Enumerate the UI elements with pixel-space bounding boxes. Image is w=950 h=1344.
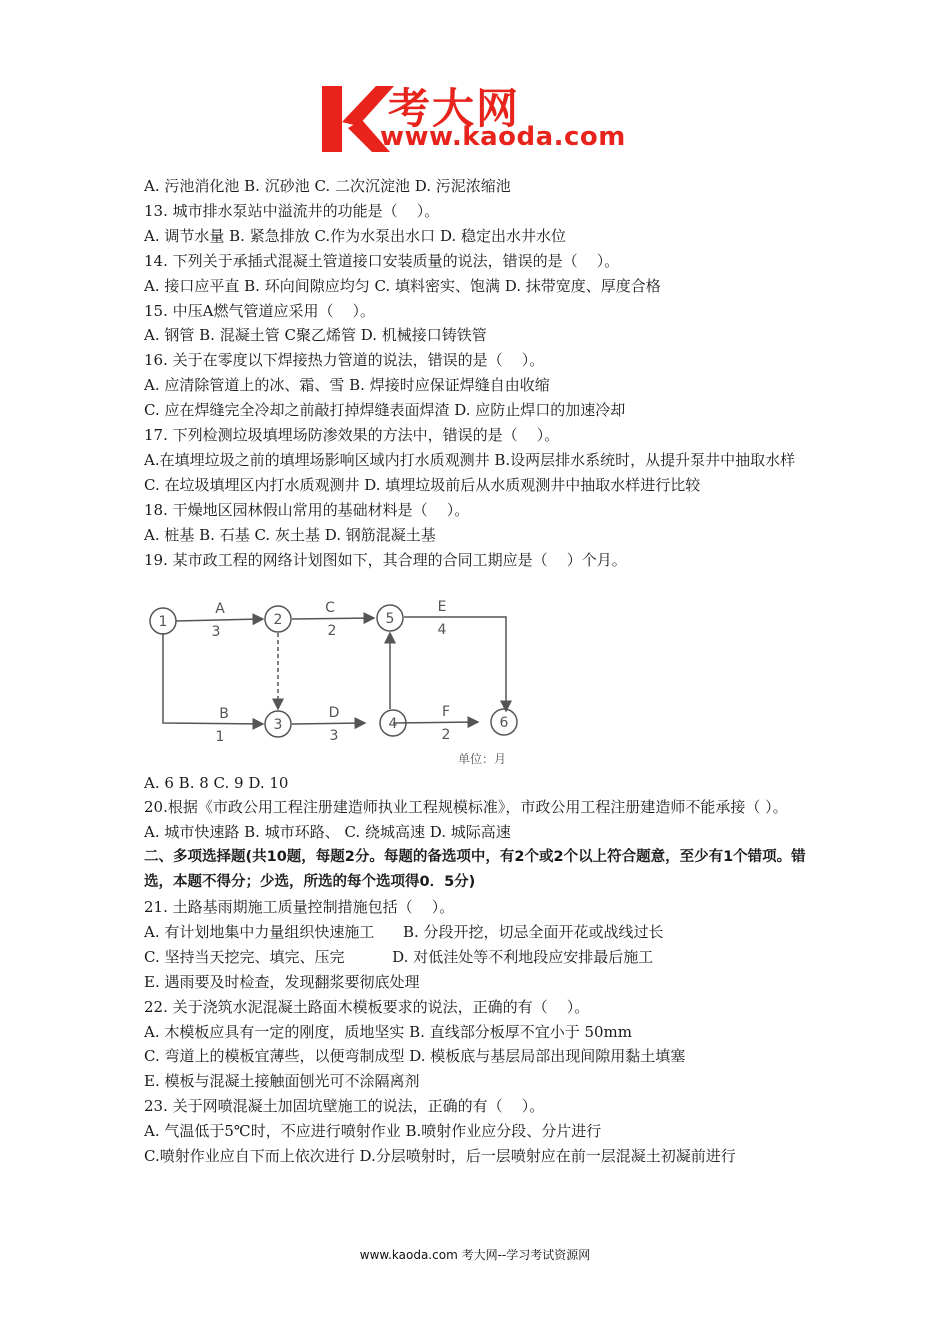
arrow-e: [404, 617, 506, 711]
text-line: C. 坚持当天挖完、填完、压完 D. 对低洼处等不利地段应安排最后施工: [144, 947, 654, 966]
text-line: A. 6 B. 8 C. 9 D. 10: [144, 773, 289, 792]
question-17: 17. 下列检测垃圾填埋场防渗效果的方法中，错误的是（ ）。: [144, 426, 560, 445]
question-19: 19. 某市政工程的网络计划图如下，其合理的合同工期应是（ ）个月。: [144, 550, 627, 569]
activity-d-duration: 3: [329, 727, 339, 744]
document-body: [144, 174, 824, 1169]
question-22: 22. 关于浇筑水泥混凝土路面木模板要求的说法，正确的有（ ）。: [144, 997, 590, 1016]
activity-f-duration: 2: [441, 726, 451, 743]
activity-d-name: D: [328, 704, 340, 721]
question-23: 23. 关于网喷混凝土加固坑壁施工的说法，正确的有（ ）。: [144, 1097, 545, 1116]
node-3-label: 3: [273, 716, 283, 733]
node-6-label: 6: [499, 714, 509, 731]
question-18: 18. 干燥地区园林假山常用的基础材料是（ ）。: [144, 500, 470, 519]
network-diagram-svg: [144, 575, 544, 769]
text-line: E. 遇雨要及时检查，发现翻浆要彻底处理: [144, 972, 420, 991]
node-5-label: 5: [385, 610, 395, 627]
activity-e-name: E: [437, 598, 447, 615]
logo-chinese-name: 考大网: [388, 84, 521, 133]
activity-b-duration: 1: [215, 728, 225, 745]
network-diagram: [144, 573, 824, 771]
logo-url: www.kaoda.com: [380, 122, 626, 152]
text-line: C. 应在焊缝完全冷却之前敲打掉焊缝表面焊渣 D. 应防止焊口的加速冷却: [144, 401, 626, 420]
node-2-label: 2: [273, 611, 283, 628]
text-line: A. 钢管 B. 混凝土管 C聚乙烯管 D. 机械接口铸铁管: [144, 326, 487, 345]
text-line: A. 木模板应具有一定的刚度，质地坚实 B. 直线部分板厚不宜小于 50mm: [144, 1022, 633, 1041]
text-line: A. 桩基 B. 石基 C. 灰土基 D. 钢筋混凝土基: [144, 525, 436, 544]
arrow-c: [292, 618, 374, 619]
arrow-a: [176, 619, 263, 621]
section-heading-multiple-choice: 二、多项选择题(共10题，每题2分。每题的备选项中，有2个或2个以上符合题意，至少有1个错项。错选，本题不得分；少选，所选的每个选项得0．5分): [144, 849, 806, 891]
question-14: 14. 下列关于承插式混凝土管道接口安装质量的说法，错误的是（ ）。: [144, 251, 620, 270]
question-20: 20.根据《市政公用工程注册建造师执业工程规模标准》，市政公用工程注册建造师不能承接（ ）。: [144, 798, 788, 817]
question-13: 13. 城市排水泵站中溢流井的功能是（ ）。: [144, 201, 440, 220]
question-15: 15. 中压A燃气管道应采用（ ）。: [144, 301, 376, 320]
text-line: C. 在垃圾填埋区内打水质观测井 D. 填埋垃圾前后从水质观测井中抽取水样进行比较: [144, 475, 701, 494]
text-line: A. 污池消化池 B. 沉砂池 C. 二次沉淀池 D. 污泥浓缩池: [144, 177, 511, 195]
arrow-d: [292, 723, 365, 724]
unit-label: 单位：月: [457, 751, 507, 766]
text-line: E. 模板与混凝土接触面刨光可不涂隔离剂: [144, 1072, 420, 1091]
text-line: A. 城市快速路 B. 城市环路、 C. 绕城高速 D. 城际高速: [144, 823, 511, 842]
activity-e-duration: 4: [437, 621, 447, 638]
node-4-label: 4: [388, 715, 398, 732]
kaoda-logo: [318, 78, 638, 160]
activity-a-name: A: [215, 600, 225, 617]
page-footer: www.kaoda.com 考大网--学习考试资源网: [359, 1248, 591, 1262]
question-21: 21. 土路基雨期施工质量控制措施包括（ ）。: [144, 898, 455, 917]
activity-a-duration: 3: [211, 623, 221, 640]
text-line: A. 应清除管道上的冰、霜、雪 B. 焊接时应保证焊缝自由收缩: [144, 376, 550, 395]
activity-c-duration: 2: [327, 622, 337, 639]
node-1-label: 1: [158, 613, 168, 630]
text-line: A. 接口应平直 B. 环向间隙应均匀 C. 填料密实、饱满 D. 抹带宽度、厚度合格: [144, 276, 661, 295]
text-line: A.在填埋垃圾之前的填埋场影响区域内打水质观测井 B.设两层排水系统时，从提升泵井中抽取水样: [144, 450, 796, 469]
text-line: C.喷射作业应自下而上依次进行 D.分层喷射时，后一层喷射应在前一层混凝土初凝前进行: [144, 1147, 736, 1166]
activity-b-name: B: [219, 705, 229, 722]
text-line: C. 弯道上的模板宜薄些，以便弯制成型 D. 模板底与基层局部出现间隙用黏土填塞: [144, 1047, 686, 1066]
text-line: A. 气温低于5℃时，不应进行喷射作业 B.喷射作业应分段、分片进行: [144, 1122, 602, 1141]
text-line: A. 调节水量 B. 紧急排放 C.作为水泵出水口 D. 稳定出水井水位: [144, 226, 566, 245]
activity-c-name: C: [325, 599, 335, 616]
text-line: A. 有计划地集中力量组织快速施工 B. 分段开挖，切忌全面开花或战线过长: [144, 922, 664, 941]
arrow-b: [163, 633, 263, 724]
question-16: 16. 关于在零度以下焊接热力管道的说法，错误的是（ ）。: [144, 351, 545, 370]
activity-f-name: F: [441, 703, 451, 720]
